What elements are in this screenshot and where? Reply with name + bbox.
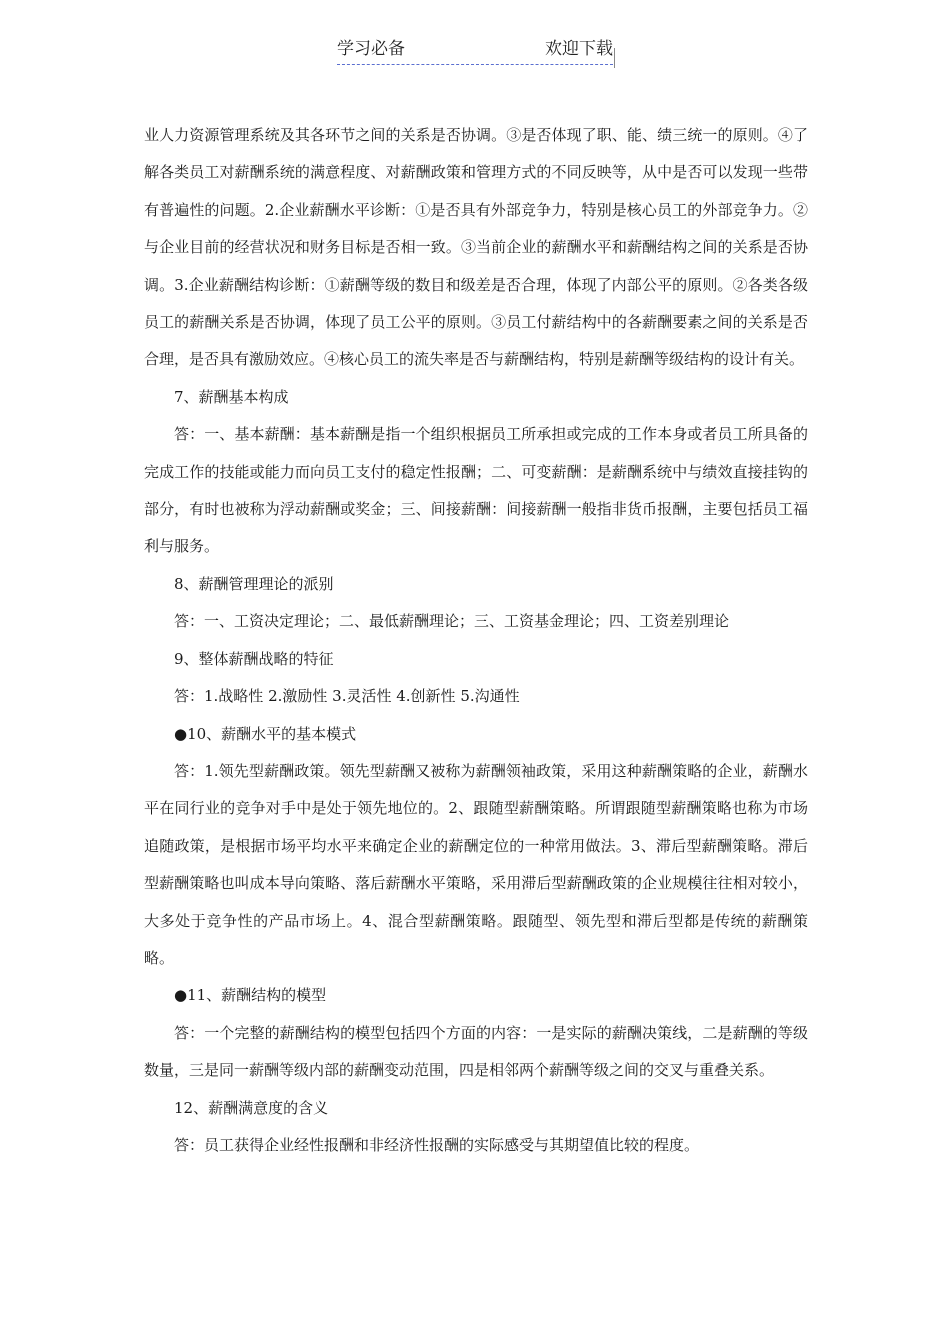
header-left-text: 学习必备	[337, 39, 405, 59]
heading-8: 8、薪酬管理理论的派别	[174, 574, 334, 593]
header-right-text: 欢迎下载	[545, 39, 613, 59]
answer-9: 答：1.战略性 2.激励性 3.灵活性 4.创新性 5.沟通性	[174, 687, 520, 706]
answer-7: 答：一、基本薪酬：基本薪酬是指一个组织根据员工所承担或完成的工作本身或者员工所具备的完成工作的技能或能力而向员工支付的稳定性报酬；二、可变薪酬：是薪酬系统中与绩效直接挂钩的部分，有时也被称为浮动薪酬或奖金；三、间接薪酬：间接薪酬一般指非货币报酬，主要包括员工福利与服务。	[144, 425, 808, 556]
heading-7: 7、薪酬基本构成	[174, 387, 289, 406]
answer-8: 答：一、工资决定理论；二、最低薪酬理论；三、工资基金理论；四、工资差别理论	[174, 612, 730, 631]
page-header	[337, 38, 613, 65]
heading-11: ●11、薪酬结构的模型	[174, 986, 327, 1005]
heading-12: 12、薪酬满意度的含义	[174, 1098, 329, 1117]
heading-10: ●10、薪酬水平的基本模式	[174, 724, 357, 743]
answer-10: 答：1.领先型薪酬政策。领先型薪酬又被称为薪酬领袖政策，采用这种薪酬策略的企业，薪酬水平在同行业的竞争对手中是处于领先地位的。2、跟随型薪酬策略。所谓跟随型薪酬策略也称为市场追随政策，是根据市场平均水平来确定企业的薪酬定位的一种常用做法。3、滞后型薪酬策略。滞后型薪酬策略也叫成本导向策略、落后薪酬水平策略，采用滞后型薪酬政策的企业规模往往相对较小，大多处于竞争性的产品市场上。4、混合型薪酬策略。跟随型、领先型和滞后型都是传统的薪酬策略。	[144, 761, 808, 967]
cursor-mark	[614, 48, 615, 68]
heading-9: 9、整体薪酬战略的特征	[174, 649, 334, 668]
answer-11: 答：一个完整的薪酬结构的模型包括四个方面的内容：一是实际的薪酬决策线，二是薪酬的等级数量，三是同一薪酬等级内部的薪酬变动范围，四是相邻两个薪酬等级之间的交叉与重叠关系。	[144, 1023, 808, 1080]
document-body	[144, 117, 808, 1164]
answer-12: 答：员工获得企业经性报酬和非经济性报酬的实际感受与其期望值比较的程度。	[174, 1135, 700, 1154]
paragraph-continuation: 业人力资源管理系统及其各环节之间的关系是否协调。③是否体现了职、能、绩三统一的原则。④了解各类员工对薪酬系统的满意程度、对薪酬政策和管理方式的不同反映等，从中是否可以发现一些带有普遍性的问题。2.企业薪酬水平诊断：①是否具有外部竞争力，特别是核心员工的外部竞争力。②与企业目前的经营状况和财务目标是否相一致。③当前企业的薪酬水平和薪酬结构之间的关系是否协调。3.企业薪酬结构诊断：①薪酬等级的数目和级差是否合理，体现了内部公平的原则。②各类各级员工的薪酬关系是否协调，体现了员工公平的原则。③员工付薪结构中的各薪酬要素之间的关系是否合理，是否具有激励效应。④核心员工的流失率是否与薪酬结构，特别是薪酬等级结构的设计有关。	[144, 126, 808, 369]
